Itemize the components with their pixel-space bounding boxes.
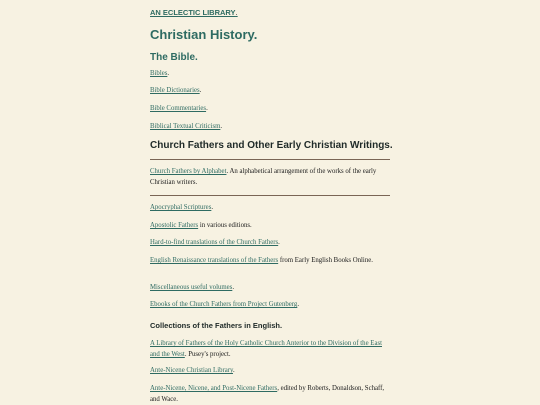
list-item: English Renaissance translations of the Fathers from Early English Books Online. (150, 257, 373, 264)
divider (150, 159, 390, 160)
church-fathers-by-alphabet-link[interactable]: Church Fathers by Alphabet (150, 168, 227, 175)
page-title: Christian History. (150, 27, 258, 42)
list-item: A Library of Fathers of the Holy Catholic Church Anterior to the Division of the East and the West. Pusey's project. (150, 340, 382, 358)
list-item: Bible Dictionaries. (150, 87, 202, 94)
list-item: Miscellaneous useful volumes. (150, 284, 235, 291)
miscellaneous-volumes-link[interactable]: Miscellaneous useful volumes (150, 284, 233, 291)
list-item: Apostolic Fathers in various editions. (150, 222, 252, 229)
biblical-textual-criticism-link[interactable]: Biblical Textual Criticism (150, 123, 221, 130)
divider (150, 195, 390, 196)
apostolic-fathers-link[interactable]: Apostolic Fathers (150, 222, 199, 229)
list-item: Ebooks of the Church Fathers from Project Gutenberg. (150, 301, 300, 308)
list-item: Bible Commentaries. (150, 105, 208, 112)
library-of-fathers-link[interactable]: A Library of Fathers of the Holy Catholic Church Anterior to the Division of the East and the West (150, 340, 382, 358)
hard-to-find-translations-link[interactable]: Hard-to-find translations of the Church Fathers (150, 239, 279, 246)
list-item: Biblical Textual Criticism. (150, 123, 223, 130)
project-gutenberg-ebooks-link[interactable]: Ebooks of the Church Fathers from Project Gutenberg (150, 301, 298, 308)
site-home-link[interactable]: AN ECLECTIC LIBRARY. (150, 8, 238, 17)
bibles-link[interactable]: Bibles (150, 70, 168, 77)
bible-dictionaries-link[interactable]: Bible Dictionaries (150, 87, 200, 94)
ante-nicene-nicene-post-nicene-link[interactable]: Ante-Nicene, Nicene, and Post-Nicene Fathers (150, 385, 278, 392)
list-item: Hard-to-find translations of the Church Fathers. (150, 239, 280, 246)
list-item: Church Fathers by Alphabet. An alphabetical arrangement of the works of the early Christian writers. (150, 168, 377, 186)
section-heading-collections: Collections of the Fathers in English. (150, 321, 283, 330)
list-item: Bibles. (150, 70, 170, 77)
section-heading-church-fathers: Church Fathers and Other Early Christian Writings. (150, 140, 393, 151)
ante-nicene-christian-library-link[interactable]: Ante-Nicene Christian Library (150, 367, 233, 374)
list-item: Ante-Nicene Christian Library. (150, 367, 235, 374)
apocryphal-scriptures-link[interactable]: Apocryphal Scriptures (150, 204, 212, 211)
section-heading-bible: The Bible. (150, 52, 198, 63)
bible-commentaries-link[interactable]: Bible Commentaries (150, 105, 207, 112)
list-item: Ante-Nicene, Nicene, and Post-Nicene Fathers, edited by Roberts, Donaldson, Schaff, and Wace. (150, 385, 385, 403)
english-renaissance-translations-link[interactable]: English Renaissance translations of the Fathers (150, 257, 279, 264)
list-item: Apocryphal Scriptures. (150, 204, 214, 211)
